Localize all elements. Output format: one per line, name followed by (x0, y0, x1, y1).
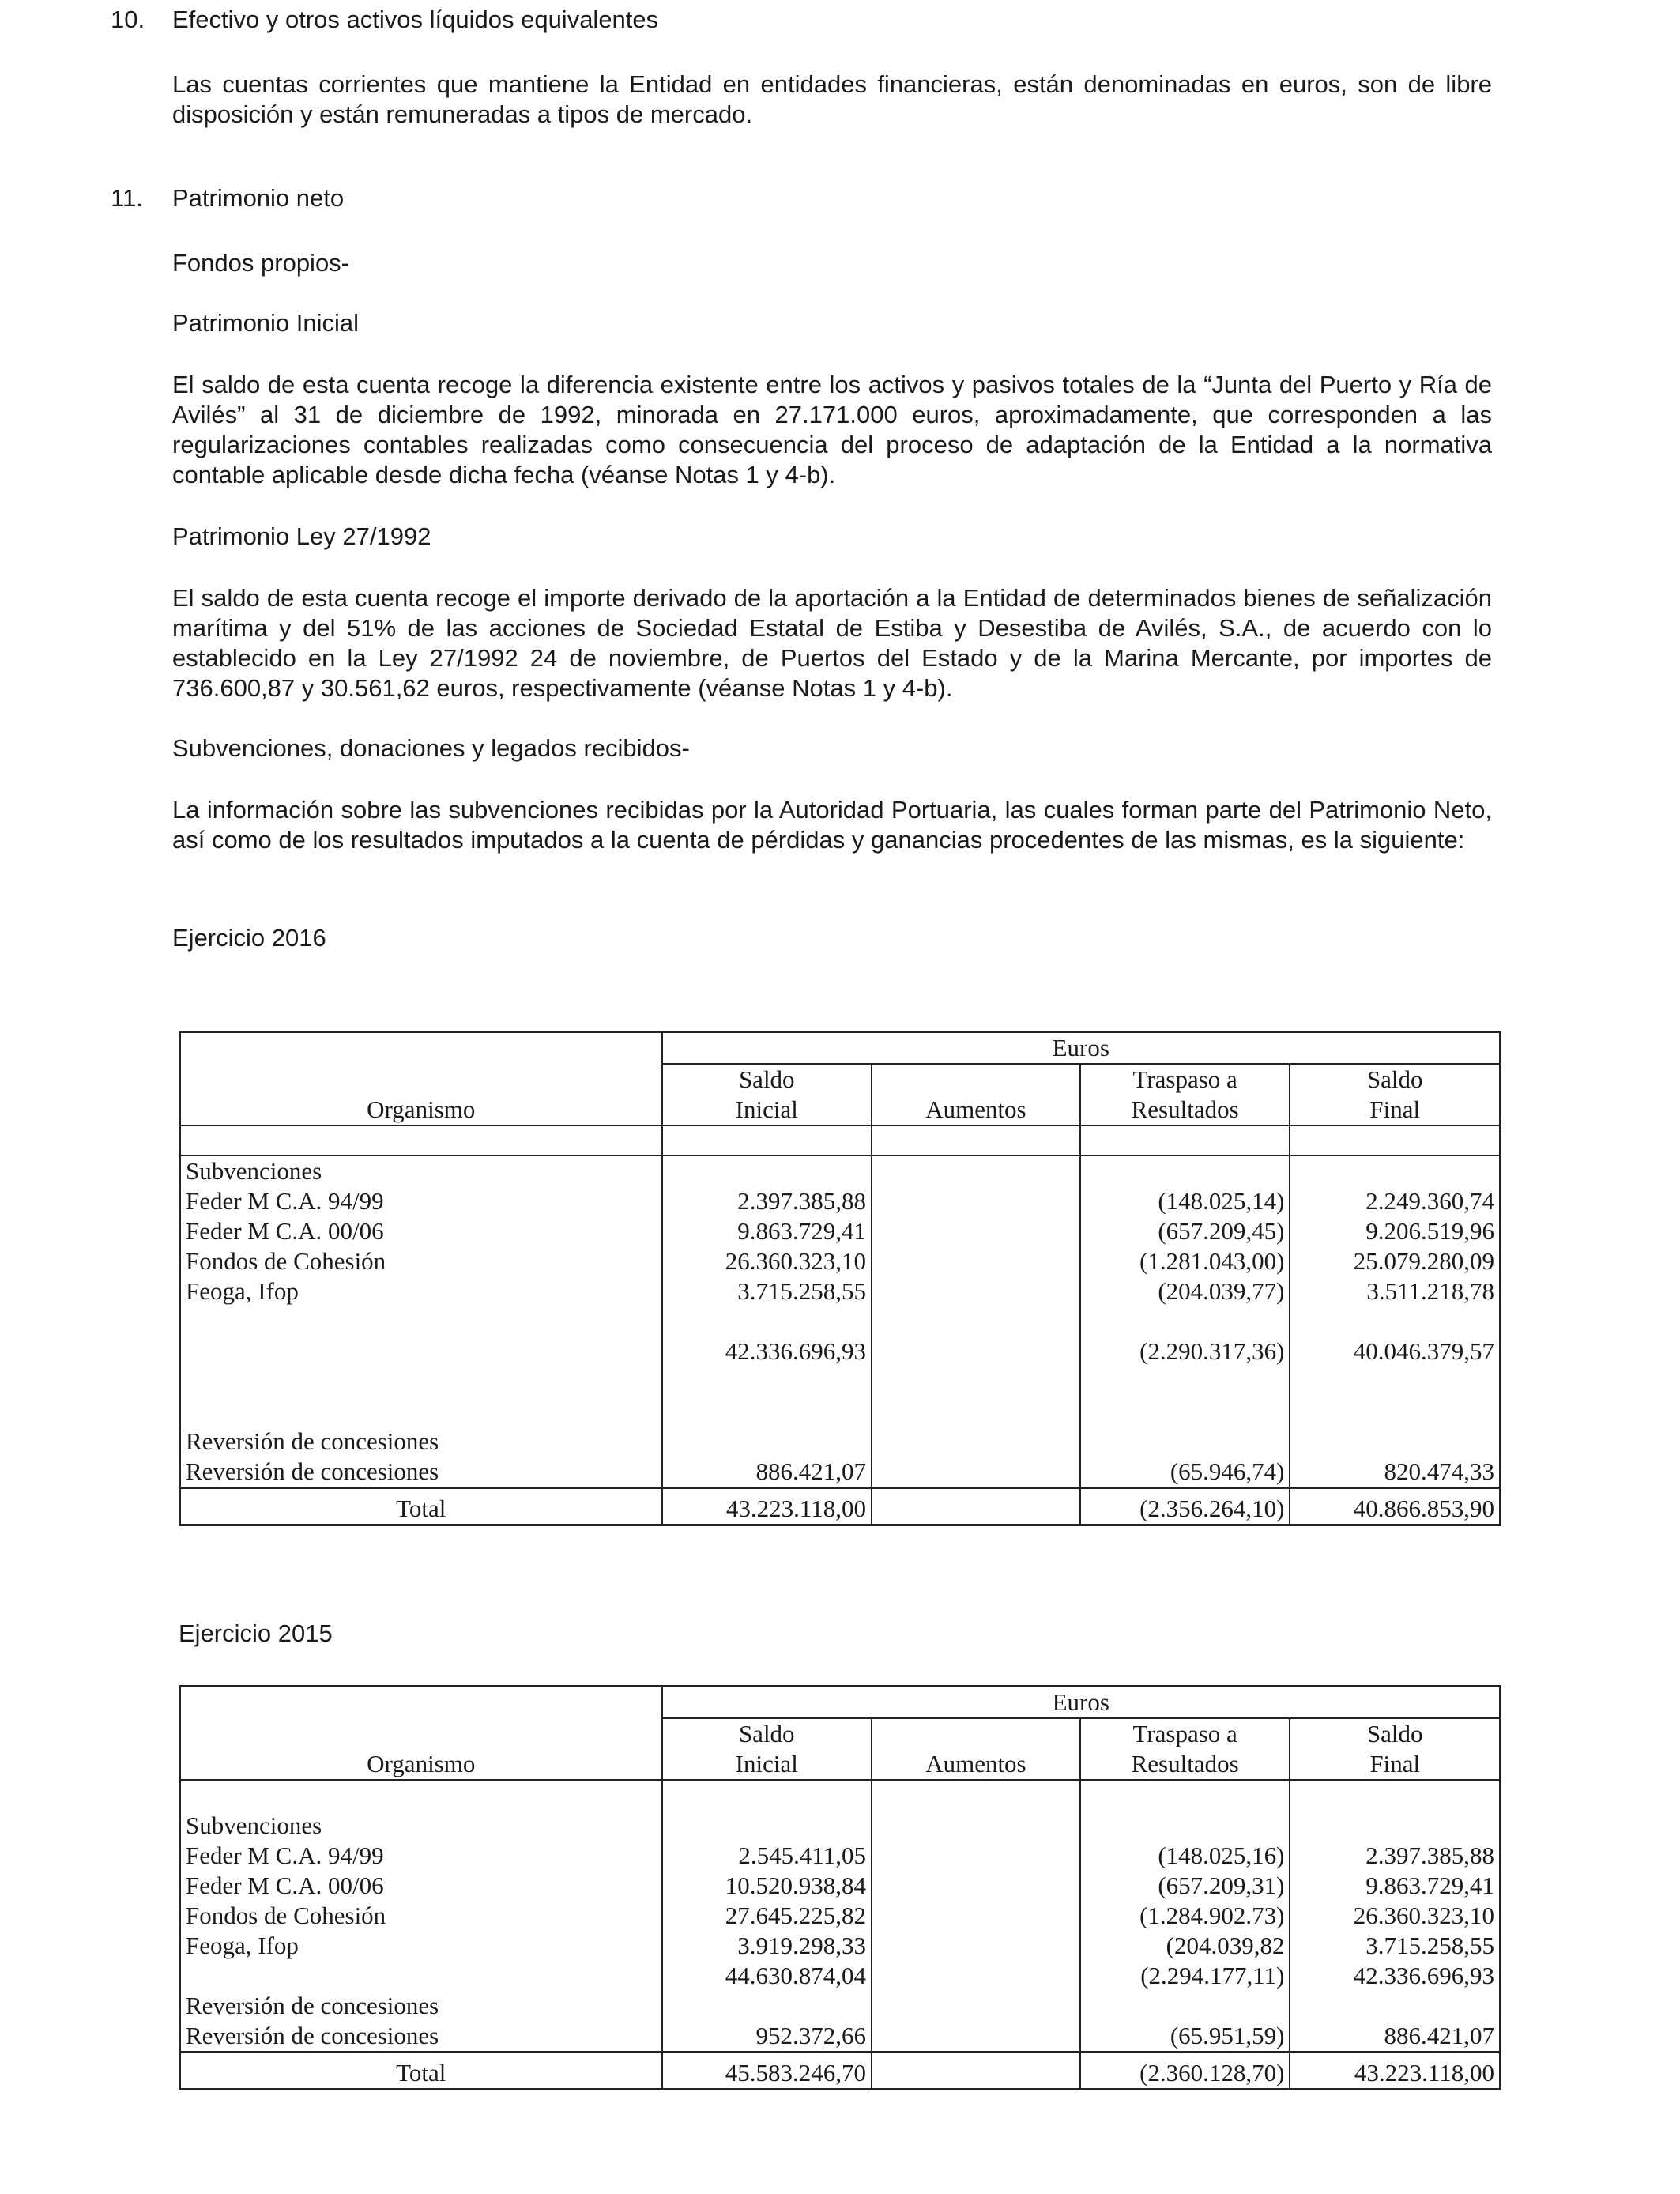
row-aumentos (872, 1931, 1080, 1961)
subtotal-saldo-inicial: 44.630.874,04 (662, 1961, 872, 1991)
row-traspaso: (204.039,77) (1080, 1276, 1290, 1306)
row-saldo-final: 3.715.258,55 (1365, 1932, 1494, 1959)
grants-table-2016 (179, 1031, 1501, 1526)
table-row (180, 1841, 1501, 1871)
col-header-organismo: Organismo (180, 1032, 662, 1126)
total-traspaso: (2.360.128,70) (1080, 2053, 1290, 2090)
ejercicio-2015-title: Ejercicio 2015 (179, 1619, 333, 1647)
fondos-propios-heading: Fondos propios- (172, 249, 350, 277)
row-saldo-final: 26.360.323,10 (1353, 1902, 1494, 1929)
table-row (180, 1457, 1501, 1488)
col-header-resultados: Resultados (1080, 1749, 1290, 1780)
total-saldo-inicial: 43.223.118,00 (662, 1488, 872, 1525)
col-header-euros: Euros (662, 1032, 1501, 1065)
row-saldo-inicial: 886.421,07 (662, 1457, 872, 1488)
blank-row (180, 1780, 1501, 1811)
blank-row (180, 1306, 1501, 1336)
row-traspaso: (657.209,45) (1080, 1216, 1290, 1246)
subvenciones-label: Subvenciones (180, 1155, 662, 1186)
patrimonio-ley-paragraph: El saldo de esta cuenta recoge el importe derivado de la aportación a la Entidad de determinados bienes de señalización marítima y del 51% de las acciones de Sociedad Estatal de Estiba y Desestiba de Avilés, S.A., de acuerdo con lo establecido en la Ley 27/1992 24 de noviembre, de Puertos del Estado y de la Marina Mercante, por importes de 736.600,87 y 30.561,62 euros, respectivamente (véanse Notas 1 y 4-b). (172, 584, 1492, 702)
row-saldo-inicial: 9.863.729,41 (662, 1216, 872, 1246)
row-traspaso: (1.284.902.73) (1080, 1901, 1290, 1931)
subtotal-saldo-inicial: 42.336.696,93 (662, 1336, 872, 1367)
row-traspaso: (65.946,74) (1080, 1457, 1290, 1488)
total-saldo-inicial: 45.583.246,70 (662, 2053, 872, 2090)
total-label: Total (180, 2053, 662, 2090)
row-saldo-final: 25.079.280,09 (1353, 1247, 1494, 1275)
table-row (180, 1186, 1501, 1216)
row-saldo-inicial: 27.645.225,82 (662, 1901, 872, 1931)
row-aumentos (872, 1841, 1080, 1871)
subtotal-row (180, 1961, 1501, 1991)
subvenciones-label: Subvenciones (180, 1811, 662, 1841)
row-saldo-final: 2.249.360,74 (1365, 1187, 1494, 1215)
subvenciones-heading: Subvenciones, donaciones y legados recibidos- (172, 734, 690, 762)
row-traspaso: (1.281.043,00) (1080, 1246, 1290, 1276)
subvenciones-paragraph: La información sobre las subvenciones recibidas por la Autoridad Portuaria, las cuales forman parte del Patrimonio Neto, así como de los resultados imputados a la cuenta de pérdidas y ganancias procedentes de las mismas, es la siguiente: (172, 796, 1492, 854)
row-saldo-inicial: 26.360.323,10 (662, 1246, 872, 1276)
row-traspaso: (148.025,16) (1080, 1841, 1290, 1871)
blank-row (180, 1367, 1501, 1427)
patrimonio-inicial-heading: Patrimonio Inicial (172, 309, 360, 337)
row-traspaso: (657.209,31) (1080, 1871, 1290, 1901)
row-traspaso: (204.039,82 (1080, 1931, 1290, 1961)
total-traspaso: (2.356.264,10) (1080, 1488, 1290, 1525)
subtotal-traspaso: (2.290.317,36) (1080, 1336, 1290, 1367)
reversion-label: Reversión de concesiones (180, 1427, 662, 1457)
row-traspaso: (65.951,59) (1080, 2021, 1290, 2053)
col-header-saldo-inicial: Saldo (662, 1064, 872, 1095)
section-title-11: Patrimonio neto (172, 184, 345, 212)
row-org: Feoga, Ifop (180, 1276, 662, 1306)
row-org: Feoga, Ifop (180, 1931, 662, 1961)
section-number-10: 10. (111, 6, 145, 33)
row-org: Reversión de concesiones (180, 2021, 662, 2053)
row-saldo-final: 3.511.218,78 (1366, 1277, 1494, 1305)
col-header-organismo: Organismo (180, 1687, 662, 1781)
table-row (180, 1276, 1501, 1306)
table-row (180, 1155, 1501, 1186)
table-row (180, 1991, 1501, 2021)
col-header-euros: Euros (662, 1687, 1501, 1719)
total-row (180, 1488, 1501, 1525)
subtotal-traspaso: (2.294.177,11) (1080, 1961, 1290, 1991)
subtotal-saldo-final: 42.336.696,93 (1353, 1962, 1494, 1989)
col-header-traspaso: Traspaso a (1080, 1718, 1290, 1749)
row-saldo-inicial: 10.520.938,84 (662, 1871, 872, 1901)
row-aumentos (872, 1186, 1080, 1216)
col-header-inicial: Inicial (662, 1749, 872, 1780)
table-row (180, 1871, 1501, 1901)
col-header-saldo-final: Saldo (1366, 1065, 1423, 1093)
col-header-final: Final (1290, 1095, 1500, 1125)
row-aumentos (872, 1246, 1080, 1276)
table-row (180, 1246, 1501, 1276)
col-header-saldo-inicial: Saldo (662, 1718, 872, 1749)
row-saldo-final: 886.421,07 (1384, 2022, 1494, 2049)
row-aumentos (872, 1901, 1080, 1931)
patrimonio-ley-heading: Patrimonio Ley 27/1992 (172, 522, 431, 550)
row-saldo-inicial: 2.397.385,88 (662, 1186, 872, 1216)
row-org: Reversión de concesiones (180, 1457, 662, 1488)
subtotal-saldo-final: 40.046.379,57 (1353, 1337, 1494, 1365)
patrimonio-inicial-paragraph: El saldo de esta cuenta recoge la diferencia existente entre los activos y pasivos totales de la “Junta del Puerto y Ría de Avilés” al 31 de diciembre de 1992, minorada en 27.171.000 euros, aproximadamente, que corresponden a las regularizaciones contables realizadas como consecuencia del proceso de adaptación de la Entidad a la normativa contable aplicable desde dicha fecha (véanse Notas 1 y 4-b). (172, 371, 1492, 488)
table-row (180, 1931, 1501, 1961)
ejercicio-2016-title: Ejercicio 2016 (172, 924, 326, 952)
table-row (180, 1901, 1501, 1931)
row-aumentos (872, 1871, 1080, 1901)
col-header-aumentos: Aumentos (872, 1718, 1080, 1780)
row-saldo-inicial: 952.372,66 (662, 2021, 872, 2053)
row-org: Fondos de Cohesión (180, 1246, 662, 1276)
section10-paragraph: Las cuentas corrientes que mantiene la Entidad en entidades financieras, están denominadas en euros, son de libre disposición y están remuneradas a tipos de mercado. (172, 70, 1492, 128)
header-spacer-row (180, 1125, 1501, 1155)
row-org: Feder M C.A. 00/06 (180, 1216, 662, 1246)
total-row (180, 2053, 1501, 2090)
row-org: Feder M C.A. 94/99 (180, 1841, 662, 1871)
subtotal-row (180, 1336, 1501, 1367)
row-aumentos (872, 1276, 1080, 1306)
row-saldo-final: 9.206.519,96 (1365, 1217, 1494, 1245)
row-saldo-final: 9.863.729,41 (1365, 1872, 1494, 1899)
row-saldo-final: 2.397.385,88 (1365, 1842, 1494, 1869)
total-label: Total (180, 1488, 662, 1525)
col-header-inicial: Inicial (662, 1095, 872, 1125)
col-header-final: Final (1290, 1749, 1500, 1780)
section-number-11: 11. (111, 184, 143, 212)
row-saldo-inicial: 3.715.258,55 (662, 1276, 872, 1306)
section-title-10: Efectivo y otros activos líquidos equivalentes (172, 6, 659, 33)
row-org: Feder M C.A. 94/99 (180, 1186, 662, 1216)
col-header-resultados: Resultados (1080, 1095, 1290, 1125)
grants-table-2015 (179, 1685, 1501, 2090)
reversion-label: Reversión de concesiones (180, 1991, 662, 2021)
table-row (180, 1216, 1501, 1246)
total-saldo-final: 40.866.853,90 (1290, 1488, 1500, 1525)
row-org: Feder M C.A. 00/06 (180, 1871, 662, 1901)
row-org: Fondos de Cohesión (180, 1901, 662, 1931)
row-saldo-inicial: 2.545.411,05 (662, 1841, 872, 1871)
col-header-saldo-final: Saldo (1366, 1720, 1423, 1747)
row-saldo-final: 820.474,33 (1384, 1457, 1494, 1485)
table-row (180, 2021, 1501, 2053)
table-row (180, 1811, 1501, 1841)
row-traspaso: (148.025,14) (1080, 1186, 1290, 1216)
row-saldo-inicial: 3.919.298,33 (662, 1931, 872, 1961)
total-saldo-final: 43.223.118,00 (1290, 2053, 1500, 2090)
table-row (180, 1427, 1501, 1457)
row-aumentos (872, 1216, 1080, 1246)
col-header-traspaso: Traspaso a (1080, 1064, 1290, 1095)
col-header-aumentos: Aumentos (872, 1064, 1080, 1125)
